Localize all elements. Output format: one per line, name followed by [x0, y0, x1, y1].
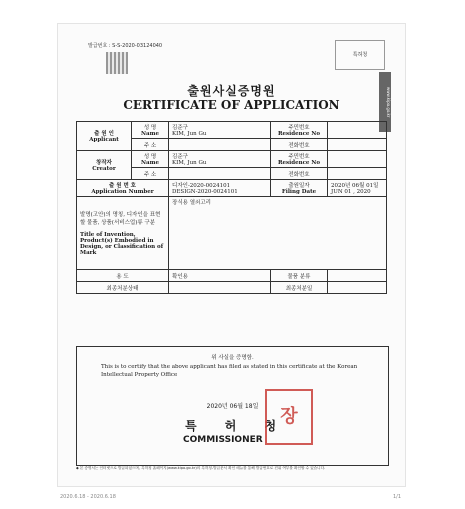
- creator-address-value: [169, 168, 271, 180]
- applicant-phone-value: [328, 139, 387, 151]
- official-seal-icon: 장: [265, 389, 313, 445]
- final-status-value: [169, 282, 271, 294]
- creator-name-label: 성 명 Name: [132, 151, 169, 168]
- applicant-name-label: 성 명 Name: [132, 122, 169, 139]
- applicant-resident-label: 주민번호 Residence No: [271, 122, 328, 139]
- confirm-statement-ko: 위 사실을 증명함.: [211, 355, 254, 361]
- creator-label: 창작자 Creator: [77, 151, 132, 180]
- creator-resident-value: [328, 151, 387, 168]
- creator-address-label: 주 소: [132, 168, 169, 180]
- usage-row: [77, 270, 387, 282]
- kipo-logo-badge: 특허청: [335, 40, 385, 70]
- final-date-label: 최종처분일: [271, 282, 328, 294]
- final-status-label: 최종처분상태: [77, 282, 169, 294]
- issue-number: 발급번호 : S-S-2020-03124040: [88, 43, 163, 49]
- class-value: [328, 270, 387, 282]
- application-number-row: [77, 180, 387, 197]
- qr-code-icon: [106, 52, 128, 74]
- applicant-name-value: 김준구 KIM, Jun Gu: [169, 122, 271, 139]
- issue-date: 2020년 06월 18일: [206, 403, 259, 410]
- applicant-resident-value: [328, 122, 387, 139]
- commissioner-label: COMMISSIONER: [183, 435, 263, 445]
- applicant-name-row: [77, 122, 387, 139]
- creator-phone-label: 전화번호: [271, 168, 328, 180]
- final-date-value: [328, 282, 387, 294]
- final-status-row: [77, 282, 387, 294]
- title-english: CERTIFICATE OF APPLICATION: [123, 98, 340, 112]
- footnote: ◆ 본 증명서는 인터넷으로 발급되었으며, 특허청 홈페이지(www.kipo.go.kr)의 특허청-발급문서 확인 메뉴를 통해 발급번호로 진위 여부를 확인할 수 있습니다.: [76, 466, 326, 470]
- certificate-page: [58, 24, 405, 486]
- footer-left: 2020.6.18 - 2020.6.18: [60, 494, 116, 500]
- creator-phone-value: [328, 168, 387, 180]
- certificate-table: [76, 121, 387, 294]
- side-url-strip: www.kipo.go.kr: [379, 72, 391, 132]
- page-indicator: 1/1: [393, 494, 402, 500]
- creator-name-value: 김준구 KIM, Jun Gu: [169, 151, 271, 168]
- applicant-label: 출 원 인 Applicant: [77, 122, 132, 151]
- creator-name-row: [77, 151, 387, 168]
- usage-label: 용 도: [77, 270, 169, 282]
- application-number-label: 출 원 번 호 Application Number: [77, 180, 169, 197]
- title-of-invention-row: [77, 197, 387, 270]
- title-of-invention-label: 발명(고안)의 명칭, 디자인을 표현할 물품, 상품(서비스업)류 구분 Title of Invention, Product(s) Embodied in Design, or Classification of Mark: [77, 197, 169, 270]
- application-number-value: 디자인-2020-0024101 DESIGN-2020-0024101: [169, 180, 271, 197]
- applicant-address-value: [169, 139, 271, 151]
- office-name: 특 허 청: [185, 419, 289, 433]
- usage-value: 확인용: [169, 270, 271, 282]
- title-of-invention-value: 장식용 열쇠고리: [169, 197, 387, 270]
- title-korean: 출원사실증명원: [187, 84, 276, 98]
- confirm-statement-en: This is to certify that the above applicant has filed as stated in this certificate at the Korean Intellectual Property Office: [101, 364, 358, 378]
- creator-resident-label: 주민번호 Residence No: [271, 151, 328, 168]
- applicant-address-label: 주 소: [132, 139, 169, 151]
- applicant-phone-label: 전화번호: [271, 139, 328, 151]
- filing-date-value: 2020년 06월 01일 JUN 01 , 2020: [328, 180, 387, 197]
- filing-date-label: 출원일자 Filing Date: [271, 180, 328, 197]
- certification-section: [76, 346, 389, 466]
- class-label: 물품 분류: [271, 270, 328, 282]
